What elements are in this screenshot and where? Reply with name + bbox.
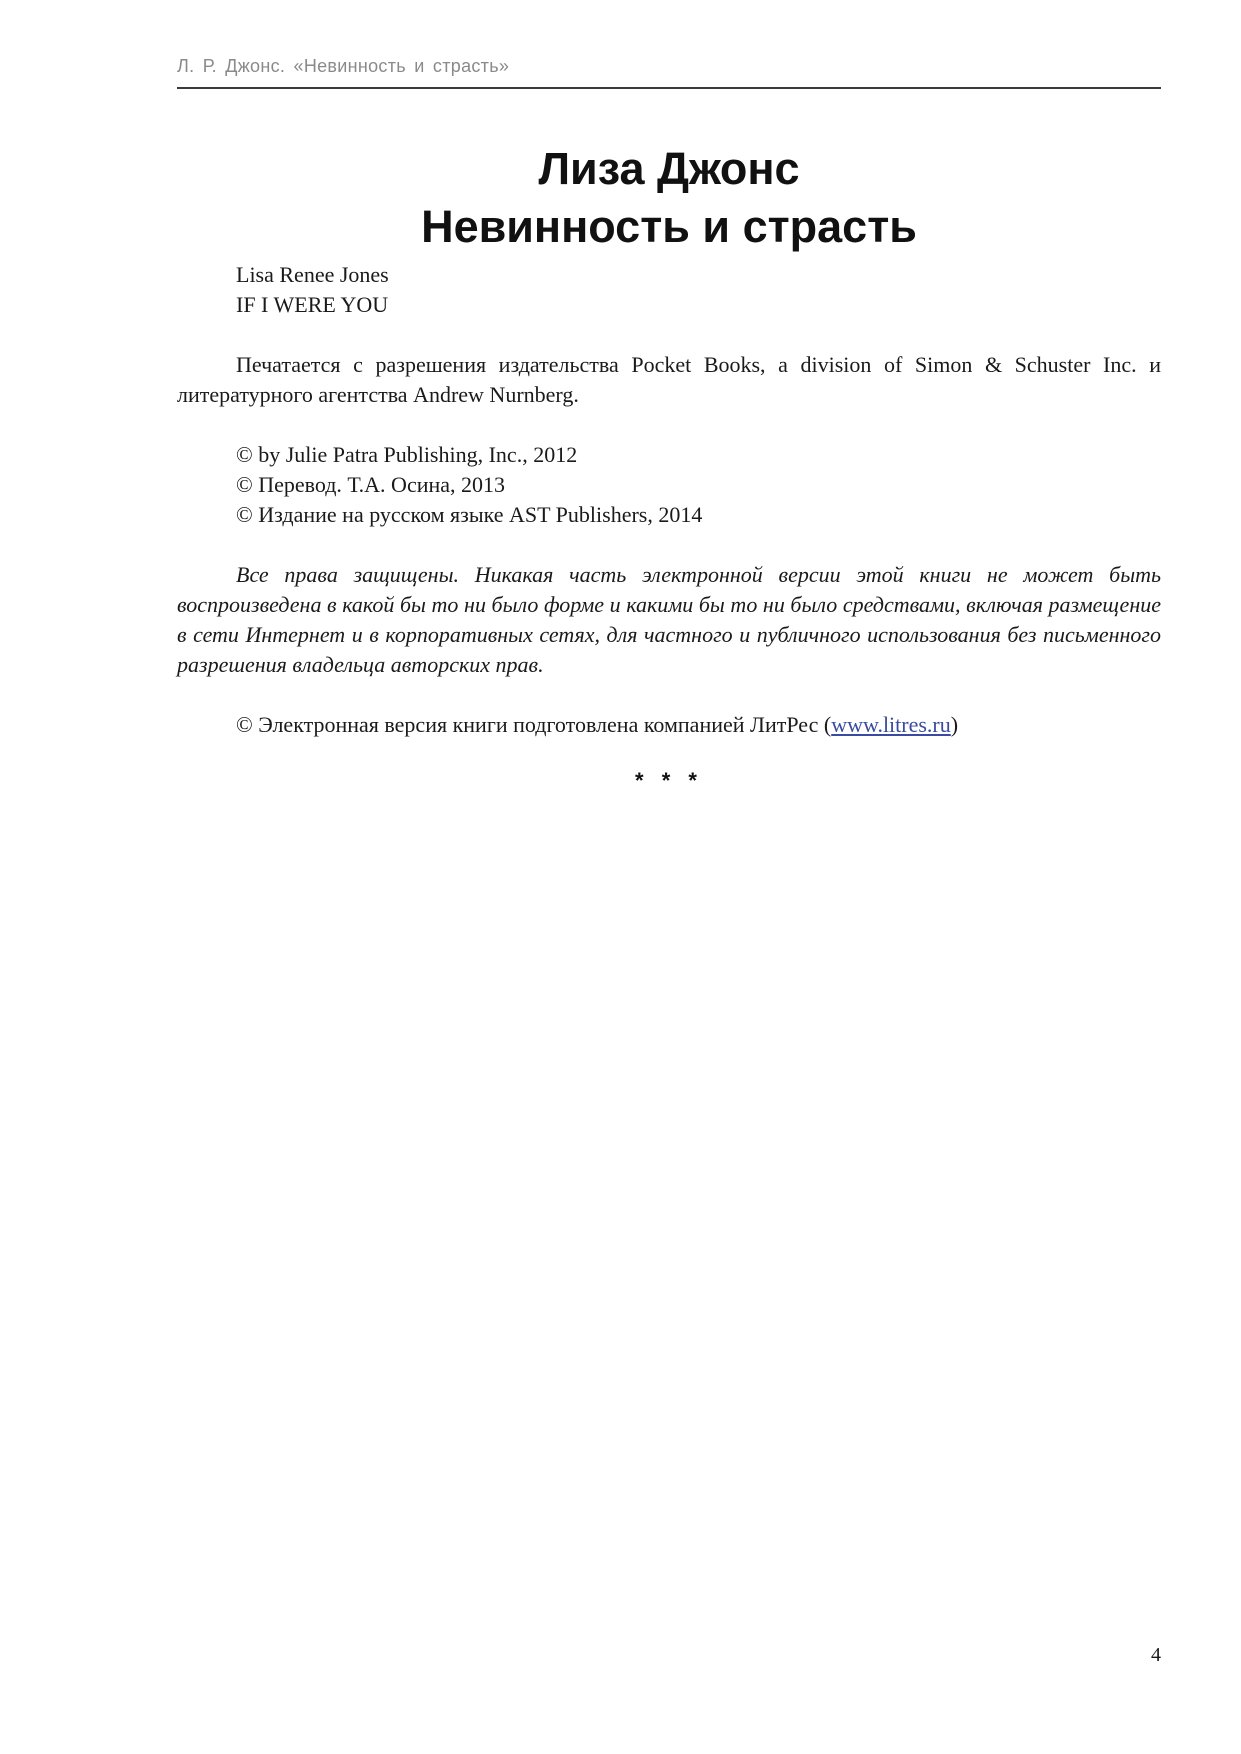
ebook-notice — [177, 710, 1161, 740]
book-title: Невинность и страсть — [421, 201, 917, 252]
ebook-suffix: ) — [950, 712, 959, 737]
title-block — [177, 140, 1161, 256]
book-author: Лиза Джонс — [538, 143, 800, 194]
section-separator: * * * — [635, 768, 703, 793]
copyright-line: © Перевод. Т.А. Осина, 2013 — [236, 472, 506, 497]
original-author: Lisa Renee Jones — [236, 262, 389, 287]
running-header: Л. Р. Джонс. «Невинность и страсть» — [177, 56, 510, 76]
ebook-line — [177, 710, 1161, 740]
original-credits — [177, 260, 1161, 320]
page-number: 4 — [1151, 1644, 1161, 1666]
header-rule — [177, 87, 1161, 89]
ebook-prefix: © Электронная версия книги подготовлена компанией ЛитРес ( — [236, 712, 832, 737]
rights-paragraph: Все права защищены. Никакая часть электронной версии этой книги не может быть воспроизведена в какой бы то ни было форме и какими бы то ни было средствами, включая размещение в сети Интернет и в корпоративных сетях, для частного и публичного использования без письменного разрешения владельца авторских прав. — [177, 562, 1161, 677]
permission-paragraph: Печатается с разрешения издательства Pocket Books, a division of Simon & Schuster Inc. и литературного агентства Andrew Nurnberg. — [177, 352, 1161, 407]
litres-link[interactable]: www.litres.ru — [831, 712, 951, 737]
original-title: IF I WERE YOU — [236, 292, 389, 317]
copyright-line: © by Julie Patra Publishing, Inc., 2012 — [236, 442, 578, 467]
copyright-line: © Издание на русском языке AST Publishers, 2014 — [236, 502, 703, 527]
copyright-list — [177, 440, 1161, 530]
